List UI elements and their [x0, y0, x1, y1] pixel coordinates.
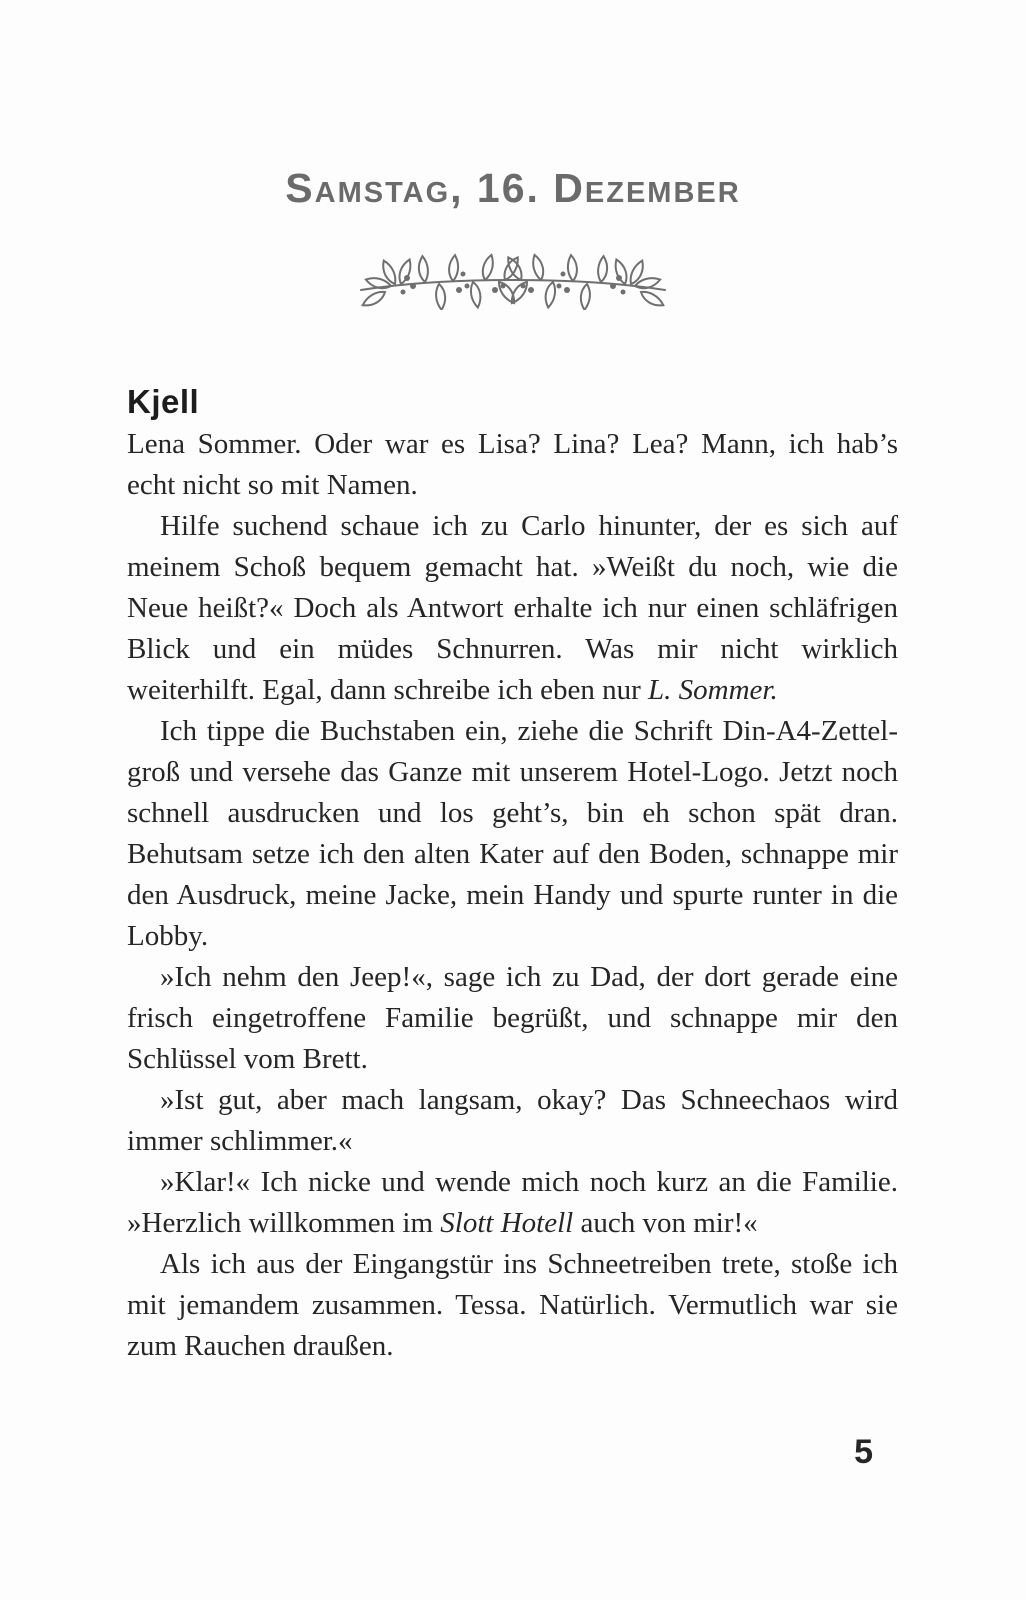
paragraph — [127, 1162, 898, 1244]
text-run: »Ist gut, aber mach langsam, okay? Das Schneechaos wird immer schlimmer.« — [127, 1084, 898, 1157]
pov-character-name: Kjell — [127, 383, 200, 420]
paragraph — [127, 957, 898, 1080]
text-block — [127, 380, 898, 1367]
text-run: auch von mir!« — [573, 1207, 758, 1239]
text-run: Ich tippe die Buchstaben ein, ziehe die Schrift Din-A4-Zettel-groß und versehe das Ganze mit unserem Hotel-Logo. Jetzt noch schnell ausdrucken und los geht’s, bin eh schon spät dran. Behutsam setze ich den alten Kater auf den Boden, schnappe mir den Ausdruck, meine Jacke, mein Handy und spurte runter in die Lobby. — [127, 715, 898, 952]
paragraph — [127, 1244, 898, 1367]
text-run: »Ich nehm den Jeep!«, sage ich zu Dad, der dort gerade eine frisch eingetroffene Familie begrüßt, und schnappe mir den Schlüssel vom Brett. — [127, 961, 898, 1075]
page-number: 5 — [854, 1433, 873, 1471]
text-run: Lena Sommer. Oder war es Lisa? Lina? Lea? Mann, ich hab’s echt nicht so mit Namen. — [127, 428, 898, 501]
text-run: Hilfe suchend schaue ich zu Carlo hinunter, der es sich auf meinem Schoß bequem gemacht hat. »Weißt du noch, wie die Neue heißt?« Doch als Antwort erhalte ich nur einen schläfrigen Blick und ein müdes Schnurren. Was mir nicht wirklich weiterhilft. Egal, dann schreibe ich eben nur — [127, 510, 898, 706]
paragraph — [127, 424, 898, 506]
paragraph — [127, 1080, 898, 1162]
text-run: Als ich aus der Eingangstür ins Schneetreiben trete, stoße ich mit jemandem zusammen. Tessa. Natürlich. Vermutlich war sie zum Rauchen draußen. — [127, 1248, 898, 1362]
text-run: »Klar!« Ich nicke und wende mich noch kurz an die Familie. »Herzlich willkommen im — [127, 1166, 898, 1239]
paragraph — [127, 506, 898, 711]
paragraph — [127, 711, 898, 957]
body-paragraphs — [127, 424, 898, 1367]
laurel-branch-divider-icon — [355, 240, 671, 310]
italic-text-run: Slott Hotell — [440, 1207, 574, 1239]
chapter-heading: Samstag, 16. Dezember — [285, 165, 741, 211]
italic-text-run: L. Sommer. — [648, 674, 778, 706]
